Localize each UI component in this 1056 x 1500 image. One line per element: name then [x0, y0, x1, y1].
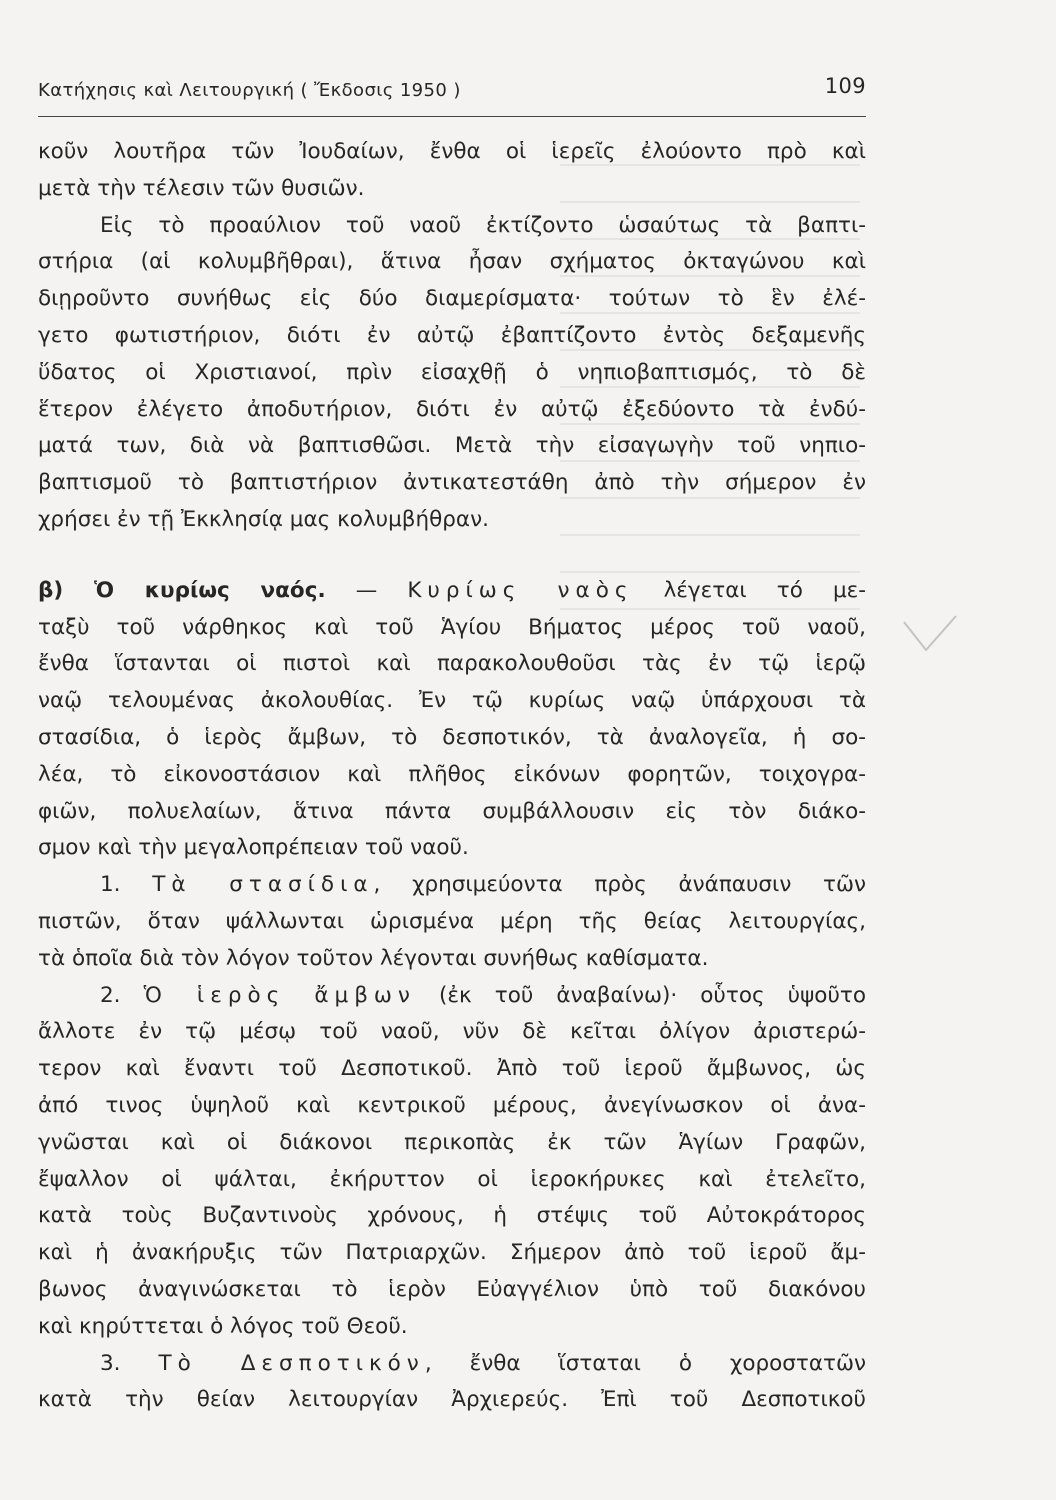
running-head: [38, 74, 866, 104]
item2-term: Ὁ ἱερὸς ἄμβων: [143, 982, 416, 1008]
para1-line-1: κοῦν λουτῆρα τῶν Ἰουδαίων, ἔνθα οἱ ἱερεῖς ἐλούοντο πρὸ καὶ: [38, 139, 866, 164]
section-b-line-2: ταξὺ τοῦ νάρθηκος καὶ τοῦ Ἁγίου Βήματος μέρος τοῦ ναοῦ,: [38, 614, 866, 640]
section-b-line-3: ἔνθα ἵστανται οἱ πιστοὶ καὶ παρακολουθοῦσι τὰς ἐν τῷ ἱερῷ: [38, 651, 866, 677]
section-b-line-1-rest: λέγεται τό με-: [633, 577, 867, 603]
body-text: [38, 134, 866, 1419]
para2-line-7: ματά των, διὰ νὰ βαπτισθῶσι. Μετὰ τὴν εἰσαγωγὴν τοῦ νηπιο-: [38, 433, 866, 459]
para2-line-5: ὕδατος οἱ Χριστιανοί, πρὶν εἰσαχθῇ ὁ νηπιοβαπτισμός, τὸ δὲ: [38, 359, 866, 385]
item2-line-5: γνῶσται καὶ οἱ διάκονοι περικοπὰς ἐκ τῶν Ἁγίων Γραφῶν,: [38, 1129, 866, 1155]
section-b-line-1: [38, 573, 866, 610]
item1-line-1-rest: , χρησιμεύοντα πρὸς ἀνάπαυσιν τῶν: [373, 872, 867, 898]
item2-line-8: καὶ ἡ ἀνακήρυξις τῶν Πατριαρχῶν. Σήμερον ἀπὸ τοῦ ἱεροῦ ἄμ-: [38, 1240, 866, 1266]
header-rule: [38, 116, 866, 117]
section-b-line-4: ναῷ τελουμένας ἀκολουθίας. Ἐν τῷ κυρίως ναῷ ὑπάρχουσι τὰ: [38, 688, 866, 714]
item2-line-1: [38, 978, 866, 1015]
section-b-line-7: φιῶν, πολυελαίων, ἅτινα πάντα συμβάλλουσιν εἰς τὸν διάκο-: [38, 798, 866, 824]
section-b-line-6: λέα, τὸ εἰκονοστάσιον καὶ πλῆθος εἰκόνων φορητῶν, τοιχογρα-: [38, 761, 866, 787]
section-b-line-5: στασίδια, ὁ ἱερὸς ἄμβων, τὸ δεσποτικόν, τὰ ἀναλογεῖα, ἡ σο-: [38, 724, 866, 750]
para2-line-4: γετο φωτιστήριον, διότι ἐν αὐτῷ ἐβαπτίζοντο ἐντὸς δεξαμενῆς: [38, 322, 866, 348]
para1-line-2: μετὰ τὴν τέλεσιν τῶν θυσιῶν.: [38, 175, 365, 201]
item2-line-10: καὶ κηρύττεται ὁ λόγος τοῦ Θεοῦ.: [38, 1313, 408, 1339]
section-b-line-8: σμον καὶ τὴν μεγαλοπρέπειαν τοῦ ναοῦ.: [38, 835, 469, 861]
para2-line-3: διῃροῦντο συνήθως εἰς δύο διαμερίσματα· τούτων τὸ ἓν ἐλέ-: [38, 286, 866, 312]
item2-number: 2.: [100, 982, 121, 1008]
item2-line-9: βωνος ἀναγινώσκεται τὸ ἱερὸν Εὐαγγέλιον ὑπὸ τοῦ διακόνου: [38, 1276, 866, 1302]
item3-number: 3.: [100, 1350, 121, 1376]
para2-line-1: Εἰς τὸ προαύλιον τοῦ ναοῦ ἐκτίζοντο ὡσαύτως τὰ βαπτι-: [100, 212, 866, 238]
pencil-check-mark: [900, 612, 960, 658]
item2-line-3: τερον καὶ ἔναντι τοῦ Δεσποτικοῦ. Ἀπὸ τοῦ ἱεροῦ ἄμβωνος, ὡς: [38, 1056, 866, 1082]
section-b-heading: β) Ὁ κυρίως ναός.: [38, 577, 326, 603]
para2-line-8: βαπτισμοῦ τὸ βαπτιστήριον ἀντικατεστάθη ἀπὸ τὴν σήμερον ἐν: [38, 470, 866, 496]
page-number: 109: [824, 74, 866, 98]
item2-line-7: κατὰ τοὺς Βυζαντινοὺς χρόνους, ἡ στέψις τοῦ Αὐτοκράτορος: [38, 1203, 866, 1229]
para2-line-9: χρήσει ἐν τῇ Ἐκκλησίᾳ μας κολυμβήθραν.: [38, 506, 489, 532]
section-gap: [38, 539, 866, 573]
item2-line-4: ἀπό τινος ὑψηλοῦ καὶ κεντρικοῦ μέρους, ἀνεγίνωσκον οἱ ἀνα-: [38, 1092, 866, 1118]
running-head-title: Κατήχησις καὶ Λειτουργική ( Ἔκδοσις 1950 ): [38, 80, 461, 101]
item1-line-3: τὰ ὁποῖα διὰ τὸν λόγον τοῦτον λέγονται συνήθως καθίσματα.: [38, 945, 709, 971]
para2-line-6: ἕτερον ἐλέγετο ἀποδυτήριον, διότι ἐν αὐτῷ ἐξεδύοντο τὰ ἐνδύ-: [38, 396, 866, 422]
item3-line-1: [38, 1346, 866, 1383]
item3-line-1-rest: , ἔνθα ἵσταται ὁ χοροστατῶν: [424, 1350, 866, 1376]
para2-line-2: στήρια (αἱ κολυμβῆθραι), ἅτινα ἦσαν σχήματος ὀκταγώνου καὶ: [38, 249, 866, 275]
item3-line-2: κατὰ τὴν θείαν λειτουργίαν Ἀρχιερεύς. Ἐπὶ τοῦ Δεσποτικοῦ: [38, 1387, 866, 1413]
item1-line-2: πιστῶν, ὅταν ψάλλωνται ὡρισμένα μέρη τῆς θείας λειτουργίας,: [38, 908, 866, 934]
item1-number: 1.: [100, 872, 121, 898]
item1-line-1: [38, 867, 866, 904]
item2-line-1-rest: (ἐκ τοῦ ἀναβαίνω)· οὗτος ὑψοῦτο: [415, 982, 866, 1008]
item1-term: Τὰ στασίδια: [152, 872, 374, 898]
section-b-dash: —: [325, 577, 408, 603]
item2-line-6: ἔψαλλον οἱ ψάλται, ἐκήρυττον οἱ ἱεροκήρυκες καὶ ἐτελεῖτο,: [38, 1166, 866, 1192]
item2-line-2: ἄλλοτε ἐν τῷ μέσῳ τοῦ ναοῦ, νῦν δὲ κεῖται ὀλίγον ἀριστερώ-: [38, 1019, 866, 1045]
section-b-term: Κυρίως ναὸς: [407, 577, 634, 603]
item3-term: Τὸ Δεσποτικόν: [158, 1350, 425, 1376]
